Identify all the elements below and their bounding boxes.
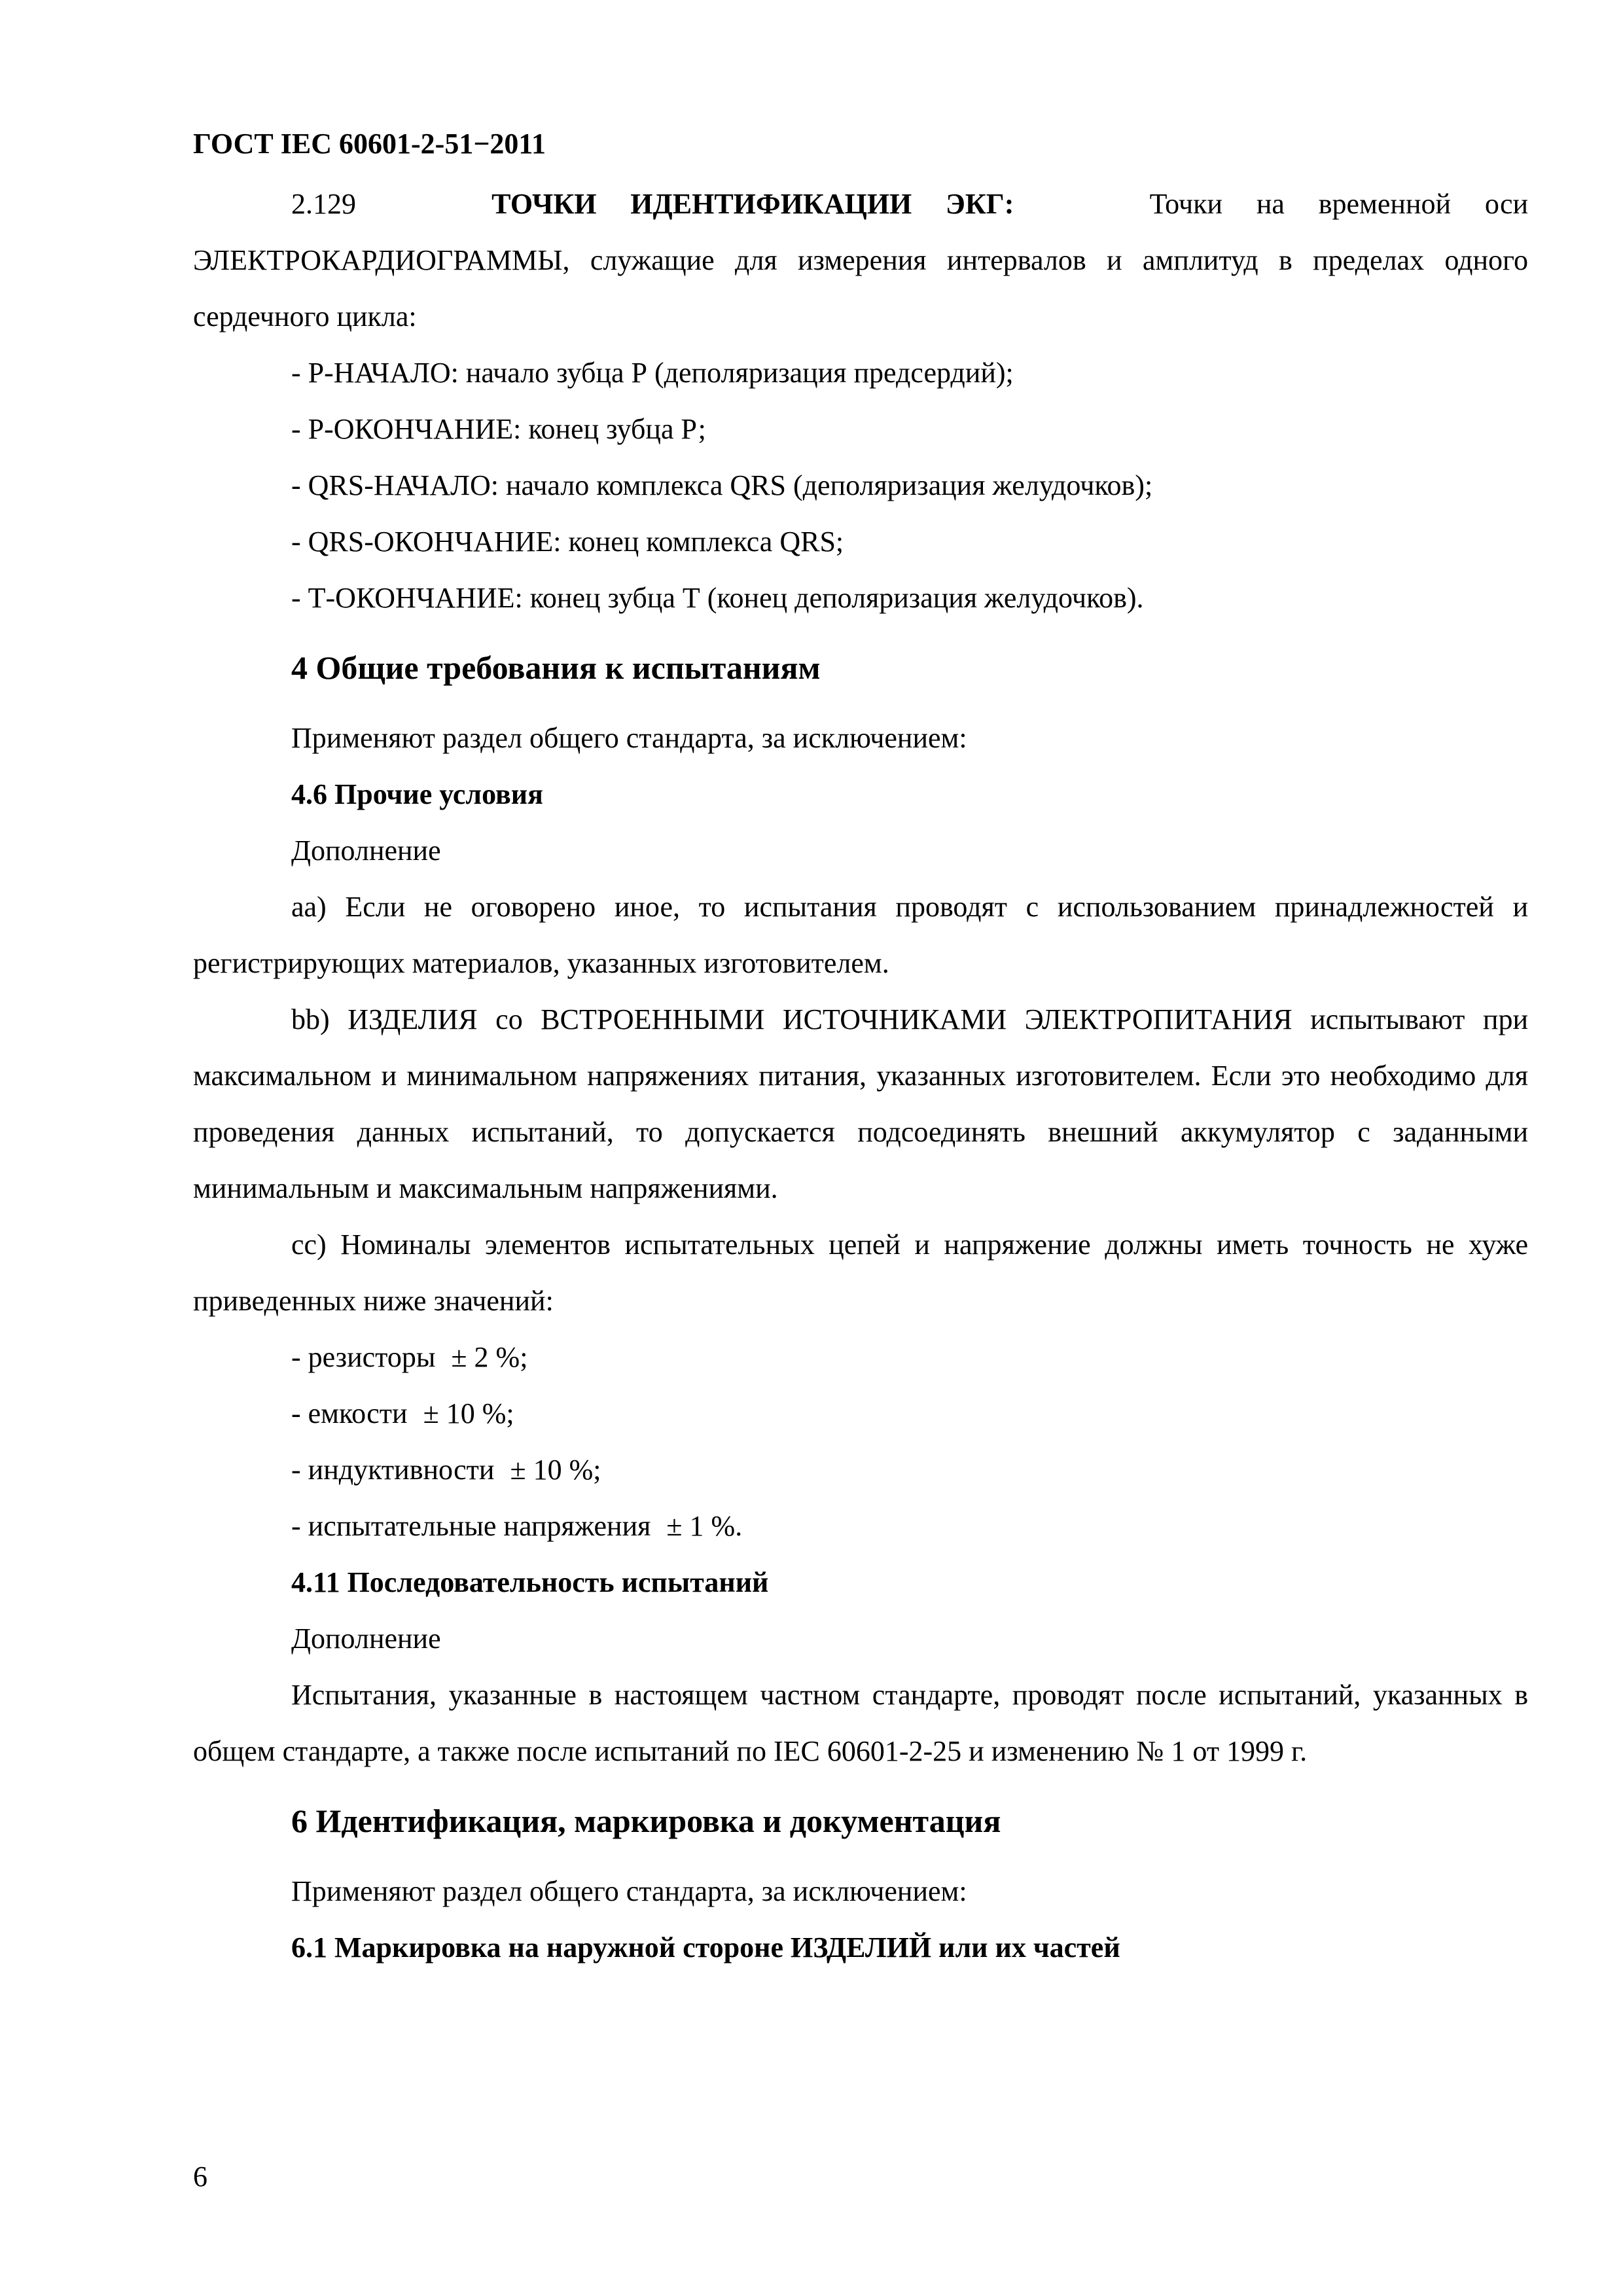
definition-2129-first-line bbox=[193, 176, 1528, 232]
paragraph-cc: сс) Номиналы элементов испытательных цепей и напряжение должны иметь точность не хуже приведенных ниже значений: bbox=[193, 1229, 1528, 1317]
tolerance-value: ± 10 %; bbox=[510, 1454, 601, 1486]
section-6-intro: Применяют раздел общего стандарта, за исключением: bbox=[291, 1875, 967, 1907]
tolerance-item bbox=[193, 1498, 1528, 1554]
document-header: ГОСТ IEC 60601-2-51−2011 bbox=[193, 128, 546, 160]
subsection-4-6-title: 4.6 Прочие условия bbox=[291, 778, 543, 810]
section-4-title: 4 Общие требования к испытаниям bbox=[291, 649, 821, 686]
section-4-intro: Применяют раздел общего стандарта, за исключением: bbox=[291, 722, 967, 754]
tolerance-value: ± 10 %; bbox=[423, 1397, 514, 1429]
subsection-4-6-addition: Дополнение bbox=[291, 834, 441, 867]
paragraph-aa: аа) Если не оговорено иное, то испытания проводят с использованием принадлежностей и регистрирующих материалов, указанных изготовителем. bbox=[193, 891, 1528, 979]
section-6-title: 6 Идентификация, маркировка и документация bbox=[291, 1803, 1001, 1839]
tolerance-label: - емкости bbox=[291, 1397, 408, 1429]
tolerance-value: ± 1 %. bbox=[666, 1510, 743, 1542]
tolerance-value: ± 2 %; bbox=[451, 1341, 528, 1373]
page-number: 6 bbox=[193, 2161, 207, 2193]
tolerance-item bbox=[193, 1386, 1528, 1442]
list-item: - Р-ОКОНЧАНИЕ: конец зубца Р; bbox=[291, 413, 706, 445]
tolerance-item bbox=[193, 1329, 1528, 1386]
tolerance-item bbox=[193, 1442, 1528, 1498]
definition-term: ТОЧКИ ИДЕНТИФИКАЦИИ ЭКГ: bbox=[491, 188, 1014, 220]
tolerance-label: - резисторы bbox=[291, 1341, 436, 1373]
list-item: - Т-ОКОНЧАНИЕ: конец зубца Т (конец деполяризация желудочков). bbox=[291, 582, 1144, 614]
tolerance-label: - испытательные напряжения bbox=[291, 1510, 651, 1542]
list-item: - QRS-НАЧАЛО: начало комплекса QRS (деполяризация желудочков); bbox=[291, 469, 1153, 501]
definition-number: 2.129 bbox=[291, 188, 356, 220]
subsection-4-11-addition: Дополнение bbox=[291, 1623, 441, 1655]
subsection-6-1-title: 6.1 Маркировка на наружной стороне ИЗДЕЛИЙ или их частей bbox=[291, 1931, 1120, 1964]
subsection-4-11-title: 4.11 Последовательность испытаний bbox=[291, 1566, 769, 1598]
paragraph-bb: bb) ИЗДЕЛИЯ со ВСТРОЕННЫМИ ИСТОЧНИКАМИ ЭЛЕКТРОПИТАНИЯ испытывают при максимальном и минимальном напряжениях питания, указанных изготовителем. Если это необходимо для проведения данных испытаний, то допускается подсоединять внешний аккумулятор с заданными минимальным и максимальным напряжениями. bbox=[193, 1003, 1528, 1204]
list-item: - Р-НАЧАЛО: начало зубца Р (деполяризация предсердий); bbox=[291, 357, 1014, 389]
tolerance-label: - индуктивности bbox=[291, 1454, 495, 1486]
document-page bbox=[193, 121, 1528, 1976]
paragraph-4-11-text: Испытания, указанные в настоящем частном стандарте, проводят после испытаний, указанных в общем стандарте, а также после испытаний по IEC 60601-2-25 и изменению № 1 от 1999 г. bbox=[193, 1679, 1528, 1767]
list-item: - QRS-ОКОНЧАНИЕ: конец комплекса QRS; bbox=[291, 526, 844, 558]
definition-text-start: Точки на временной оси bbox=[1149, 188, 1529, 220]
definition-text-rest: ЭЛЕКТРОКАРДИОГРАММЫ, служащие для измерения интервалов и амплитуд в пределах одного сердечного цикла: bbox=[193, 244, 1528, 332]
